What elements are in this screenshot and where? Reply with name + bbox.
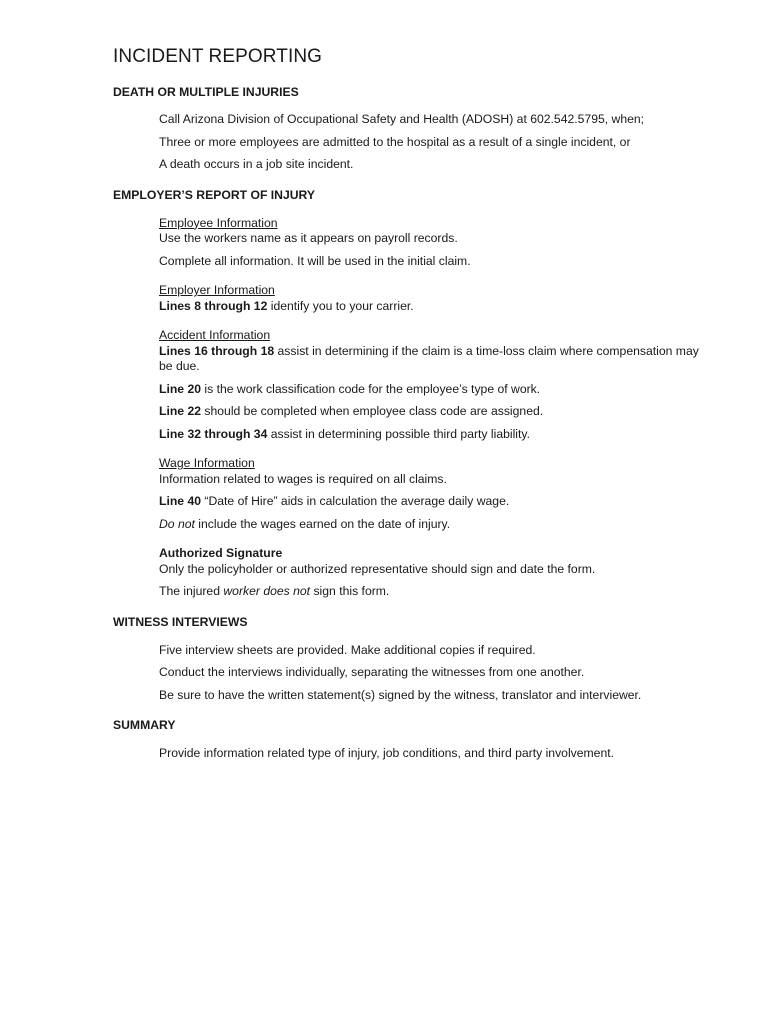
signature-line-2 — [159, 584, 699, 600]
death-line-2: Three or more employees are admitted to the hospital as a result of a single incident, or — [159, 134, 631, 149]
accident-info-line-2 — [159, 382, 699, 398]
accident-info-line-3 — [159, 404, 699, 420]
wage-info-line-2 — [159, 494, 699, 510]
page-title: INCIDENT REPORTING — [113, 46, 323, 67]
signature-line-2-start: The injured — [159, 584, 224, 598]
death-line-3: A death occurs in a job site incident. — [159, 157, 354, 171]
summary-section-body — [159, 746, 699, 762]
accident-info-line-1-text: assist in determining if the claim is a time-loss claim where compensation may be due. — [159, 343, 699, 373]
subheading-employer-information: Employer Information — [159, 283, 275, 297]
death-section-body — [159, 112, 699, 173]
witness-line-2: Conduct the interviews individually, separating the witnesses from one another. — [159, 665, 585, 679]
employer-info-line-1-text: identify you to your carrier. — [267, 298, 414, 313]
subheading-authorized-signature — [159, 546, 699, 562]
witness-section-body — [159, 643, 699, 704]
section-heading-death: DEATH OR MULTIPLE INJURIES — [113, 85, 299, 99]
authorized-signature-label: Authorized Signature — [159, 546, 283, 560]
accident-info-line-2-text: is the work classification code for the employee’s type of work. — [201, 381, 541, 396]
wage-info-line-2-bold: Line 40 — [159, 494, 201, 508]
accident-info-line-3-bold: Line 22 — [159, 404, 201, 418]
employee-info-line-2: Complete all information. It will be used in the initial claim. — [159, 253, 471, 268]
accident-info-line-1-bold: Lines 16 through 18 — [159, 343, 275, 358]
wage-info-line-3 — [159, 517, 699, 533]
accident-info-line-4-text: assist in determining possible third party liability. — [267, 426, 530, 441]
subheading-accident-information: Accident Information — [159, 328, 271, 342]
section-heading-employer-report: EMPLOYER’S REPORT OF INJURY — [113, 187, 316, 202]
accident-info-line-1 — [159, 344, 699, 375]
wage-info-line-2-text: “Date of Hire” aids in calculation the average daily wage. — [201, 494, 510, 508]
witness-line-3: Be sure to have the written statement(s) signed by the witness, translator and interviewer. — [159, 687, 642, 702]
subheading-wage-information: Wage Information — [159, 456, 255, 470]
wage-info-line-1: Information related to wages is required on all claims. — [159, 471, 447, 486]
employee-info-line-1: Use the workers name as it appears on payroll records. — [159, 231, 458, 245]
subheading-employee-information: Employee Information — [159, 215, 278, 230]
section-heading-witness-interviews: WITNESS INTERVIEWS — [113, 614, 248, 629]
death-line-1: Call Arizona Division of Occupational Safety and Health (ADOSH) at 602.542.5795, when; — [159, 112, 645, 126]
document-page — [113, 44, 713, 762]
employer-info-line-1-bold: Lines 8 through 12 — [159, 298, 268, 313]
wage-info-line-3-text: include the wages earned on the date of injury. — [194, 516, 451, 531]
signature-line-2-italic: worker does not — [223, 584, 311, 598]
employer-section-body — [159, 216, 699, 600]
accident-info-line-4 — [159, 427, 699, 443]
accident-info-line-4-bold: Line 32 through 34 — [159, 426, 268, 441]
witness-line-1: Five interview sheets are provided. Make additional copies if required. — [159, 642, 536, 657]
wage-info-line-3-italic: Do not — [159, 516, 195, 531]
summary-line-1: Provide information related type of injury, job conditions, and third party involvement. — [159, 746, 615, 760]
signature-line-2-text: sign this form. — [310, 584, 390, 598]
accident-info-line-3-text: should be completed when employee class code are assigned. — [201, 404, 544, 418]
accident-info-line-2-bold: Line 20 — [159, 381, 201, 396]
section-heading-summary: SUMMARY — [113, 718, 176, 732]
employer-info-line-1 — [159, 299, 699, 315]
signature-line-1: Only the policyholder or authorized representative should sign and date the form. — [159, 561, 596, 576]
